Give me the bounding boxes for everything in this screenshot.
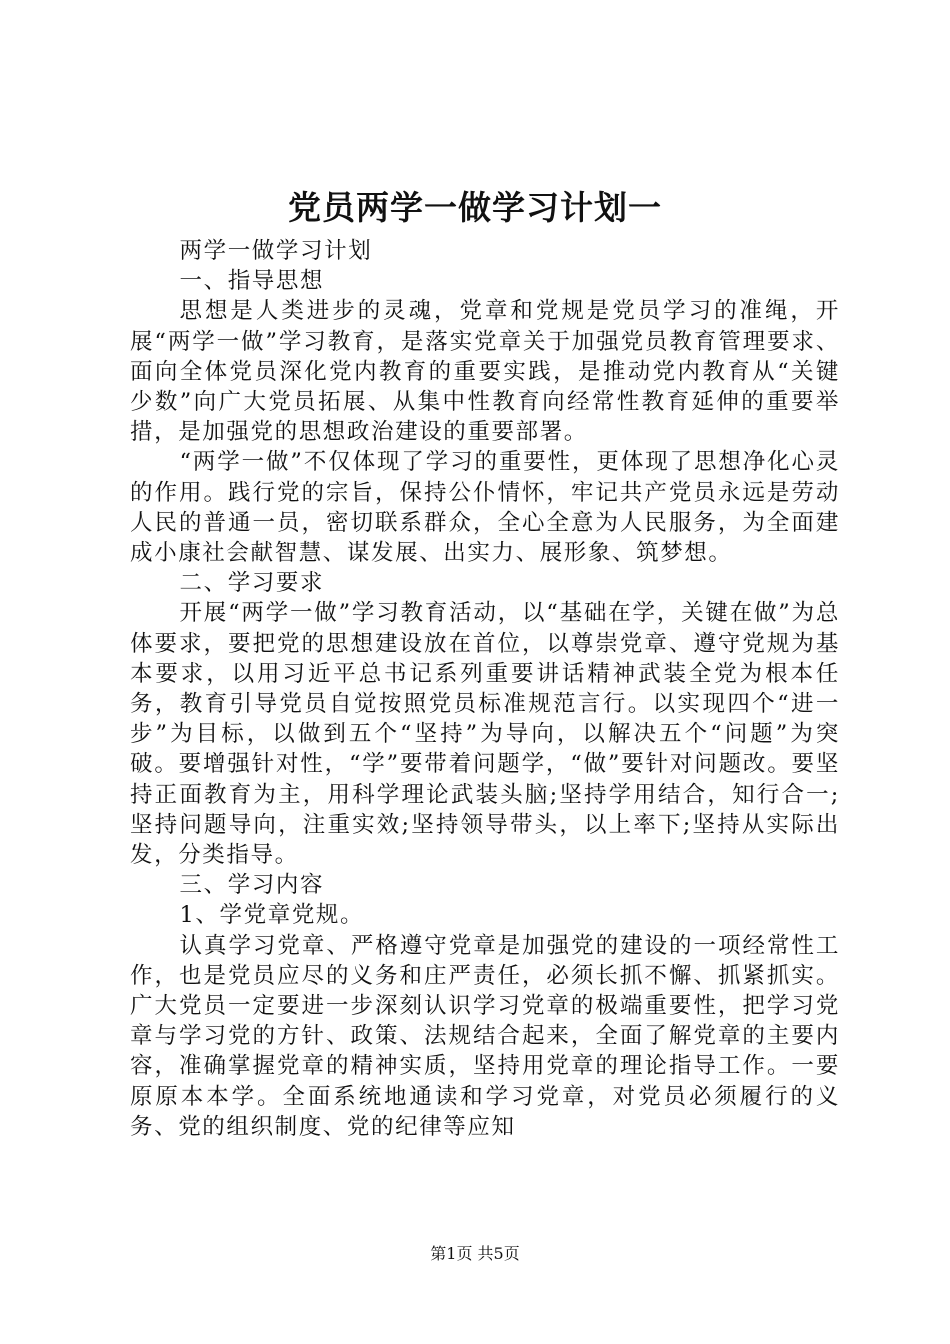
section-heading-requirements: 二、学习要求 <box>179 570 325 597</box>
document-body <box>130 236 840 1142</box>
paragraph-subtitle: 两学一做学习计划 <box>179 238 373 264</box>
paragraph: 开展“两学一做”学习教育活动，以“基础在学，关键在做”为总体要求，要把党的思想建设放在首位，以尊崇党章、遵守党规为基本要求，以用习近平总书记系列重要讲话精神武装全党为根本任务，教育引导党员自觉按照党员标准规范言行。以实现四个“进一步”为目标，以做到五个“坚持”为导向，以解决五个“问题”为突破。要增强针对性，“学”要带着问题学，“做”要针对问题改。要坚持正面教育为主，用科学理论武装头脑;坚持学用结合，知行合一;坚持问题导向，注重实效;坚持领导带头，以上率下;坚持从实际出发，分类指导。 <box>130 600 840 869</box>
section-heading-guiding-thought: 一、指导思想 <box>179 268 325 295</box>
section-heading-content: 三、学习内容 <box>179 872 325 899</box>
paragraph: 认真学习党章、严格遵守党章是加强党的建设的一项经常性工作，也是党员应尽的义务和庄严责任，必须长抓不懈、抓紧抓实。广大党员一定要进一步深刻认识学习党章的极端重要性，把学习党章与学习党的方针、政策、法规结合起来，全面了解党章的主要内容，准确掌握党章的精神实质，坚持用党章的理论指导工作。一要原原本本学。全面系统地通读和学习党章，对党员必须履行的义务、党的组织制度、党的纪律等应知 <box>130 932 840 1140</box>
paragraph: 思想是人类进步的灵魂，党章和党规是党员学习的准绳，开展“两学一做”学习教育，是落实党章关于加强党员教育管理要求、面向全体党员深化党内教育的重要实践，是推动党内教育从“关键少数”向广大党员拓展、从集中性教育向经常性教育延伸的重要举措，是加强党的思想政治建设的重要部署。 <box>130 298 840 446</box>
paragraph: “两学一做”不仅体现了学习的重要性，更体现了思想净化心灵的作用。践行党的宗旨，保持公仆情怀，牢记共产党员永远是劳动人民的普通一员，密切联系群众，全心全意为人民服务，为全面建成小康社会献智慧、谋发展、出实力、展形象、筑梦想。 <box>130 449 840 567</box>
page-number-footer: 第1页 共5页 <box>430 1244 520 1263</box>
subsection-heading: 1、学党章党规。 <box>179 902 365 929</box>
document-title: 党员两学一做学习计划一 <box>288 188 662 227</box>
